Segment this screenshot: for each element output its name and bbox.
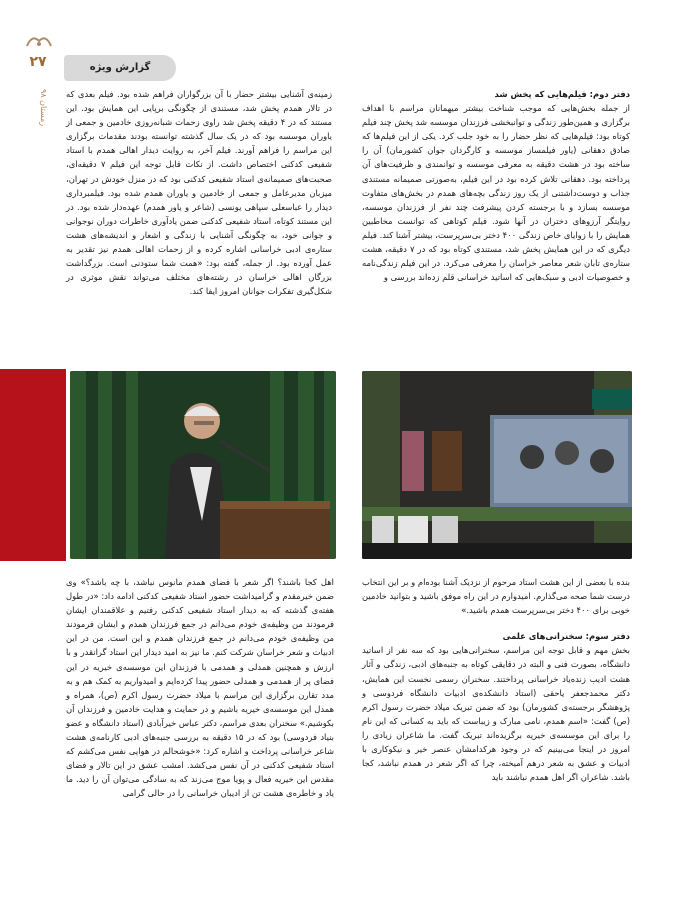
article-paragraph: زمینه‌ی آشنایی بیشتر حضار با آن بزرگواران فراهم شده بود. فیلم بعدی که در تالار همدم پخش شد، مستندی از چگونگی برپایی این همایش بود. این مستند که در ۴ دقیقه پخش شد راوی زحمات شبانه‌روزی خادمین و جمعی از یاوران موسسه بود که در یک سال گذشته توانسته بودند مقدمات برگزاری این مراسم را فراهم آورند. فیلم آخر، به روایت دیدار اهالی همدم با استاد شفیعی کدکنی اختصاص داشت. از نکات قابل توجه این فیلم ۷ دقیقه‌ای، صحبت‌های صمیمانه‌ی استاد شفیعی کدکنی بود که در منزل خودش در تهران، میزبان مدیرعامل و جمعی از خادمین و یاوران همدم شده بود. فیلمبرداری دیدار را عباسعلی سپاهی یونسی (شاعر و یاور همدم) عهده‌دار شده بود. در این مستند کوتاه، استاد شفیعی کدکنی ضمن یادآوری خاطرات دوران نوجوانی و جوانی خود، به چگونگی آشنایی با زندگی و اشعار و اندیشه‌های هشت ستاره‌ی ادبی خراسانی اشاره کرده و از زحمات اهالی همدم نیز تقدیر به عمل آورده بود. از جمله، گفته بود: «همت شما ستودنی است. بزرگداشت بزرگان اهالی خراسان در رشته‌های مختلف می‌تواند نقش موثری در شکل‌گیری تفکرات جوانان امروز ایفا کند.	[66, 89, 333, 297]
article-paragraph: اهل کجا باشند؟ اگر شعر با فضای همدم مانوس نباشد، با چه باشد؟» وی ضمن خیرمقدم و گرامیداشت حضور استاد شفیعی کدکنی ادامه داد: «در طول هفته‌ی گذشته که به دیدار استاد شفیعی کدکنی رفتیم و علاقمندان ایشان فرمودند من وظیفه‌ی خودم می‌دانم در جمع فرزندان همدم و ایشان فرمودند من وظیفه‌ی خودم می‌دانم در جمع فرزندان همدم و این است. من در این ادبیات و شعر خراسان شرکت کنم. ما نیز به امید دیدار این استاد گرانقدر و با ارزش و همچنین همدلی و همدمی با فرزندان این موسسه‌ی خیریه در این فضای پر از همدمی و همدلی حضور پیدا کرده‌ایم و امیدواریم به کمک هم و به مدد تقارن برگزاری این مراسم با میلاد حضرت رسول اکرم (ص)، همراه و همدل این موسسه‌ی خیریه باشیم و در حمایت و هدایت خادمین و فرزندان آن بکوشیم.» سخنران بعدی مراسم، دکتر عباس خیرآبادی (استاد دانشگاه و عضو بنیاد فردوسی) بود که در ۱۵ دقیقه به بررسی جنبه‌های ادبی کارنامه‌ی هشت شاعر خراسانی پرداخت و اشاره کرد: «خوشحالم در هوایی نفس می‌کشم که استاد شفیعی کدکنی در آن نفس می‌کشد. امشب عشق در این تالار و فضای مقدس این خیریه فعال و پویا موج می‌زند که به سادگی می‌توان آن را دید. ما یاد و خاطره‌ی هشت تن از ادیبان خراسانی را در حالی گرامی	[66, 577, 334, 799]
photo-speaker-at-podium	[70, 371, 336, 559]
section-header-tab	[64, 55, 176, 81]
article-column-left-bottom	[66, 575, 334, 801]
article-column-right-bottom	[362, 575, 630, 784]
section-subheading: دفتر دوم: فیلم‌هایی که پخش شد	[494, 89, 630, 99]
page-number: ۲۷	[29, 54, 47, 70]
section-subheading: دفتر سوم: سخنرانی‌های علمی	[502, 631, 630, 642]
article-column-right-top	[362, 87, 630, 284]
article-paragraph: از جمله بخش‌هایی که موجب شناخت بیشتر میهمانان مراسم با اهداف برگزاری و همین‌طور زندگی و توانبخشی فرزندان موسسه شد پخش چند فیلم کوتاه بود: فیلم‌هایی که نظر حضار را به خود جلب کرد. یکی از این فیلم‌ها که صادق دهقانی (یاور فیلمساز موسسه و کارگردان جوان کشورمان) آن را ساخته بود در هشت دقیقه به معرفی موسسه و توانمندی و ظرفیت‌های آن پرداخته بود. دهقانی تلاش کرده بود در این فیلم، به‌صورتی صمیمانه مستندی جذاب و دوست‌داشتنی از یک روز زندگی بچه‌های همدم در بخش‌های متفاوت موسسه بسازد و با برجسته کردن پیشرفت چند نفر از فرزندان موسسه، روایتگر آرزوهای دختران در آنها شود. فیلم کوتاهی که توانست مخاطبین همایش را با زوایای خاص زندگی ۴۰۰ دختر بی‌سرپرست، بیشتر آشنا کند. فیلم دیگری که در این همایش پخش شد، مستندی کوتاه بود که در ۷ دقیقه، هشت ستاره‌ی تابان شعر معاصر خراسان را معرفی می‌کرد. در این فیلم زندگی‌نامه و خصوصیات ادبی و سبک‌هایی که اساتید خراسانی قلم زده‌اند بررسی و	[362, 103, 630, 283]
article-paragraph: بخش مهم و قابل توجه این مراسم، سخنرانی‌هایی بود که سه نفر از اساتید دانشگاه، بصورت فنی و البته در دقایقی کوتاه به جنبه‌های ادبی، زندگی و آثار هشت ادیب زنده‌یاد خراسانی پرداختند. سخنران رسمی نخست این همایش، دکتر محمدجعفر یاحقی (استاد دانشکده‌ی ادبیات دانشگاه فردوسی و پژوهشگر برجسته‌ی کشورمان) بود که ضمن تبریک میلاد حضرت رسول اکرم (ص) گفت: «اسم همدم، نامی مبارک و زیباست که باید به کسانی که این نام را برای این موسسه‌ی خیریه برگزیده‌اند تبریک گفت. ما شاعران زیادی را امروز در اینجا می‌بینیم که در وجود هرکدامشان عنصر خیر و نیکوکاری با ادبیات و عشق به شعر درهم آمیخته، چرا که اگر شعر در همدم نباشد، کجا باشد. شاعران اگر اهل همدم نباشند باید	[362, 645, 630, 783]
article-paragraph: بنده با بعضی از این هشت استاد مرحوم از نزدیک آشنا بوده‌ام و بر این انتخاب درست شما صحه می‌گذارم. امیدوارم در این راه موفق باشید و بتوانید خادمین خوبی برای ۴۰۰ دختر بی‌سرپرست همدم باشید.»	[362, 577, 630, 616]
section-title: گزارش ویژه	[89, 62, 151, 73]
article-column-left-top	[66, 87, 332, 298]
accent-color-band	[0, 369, 66, 561]
photo-ceremony-hall	[362, 371, 632, 559]
magazine-logo-icon	[24, 32, 54, 50]
issue-label: زمستان ۹۸	[39, 89, 48, 127]
